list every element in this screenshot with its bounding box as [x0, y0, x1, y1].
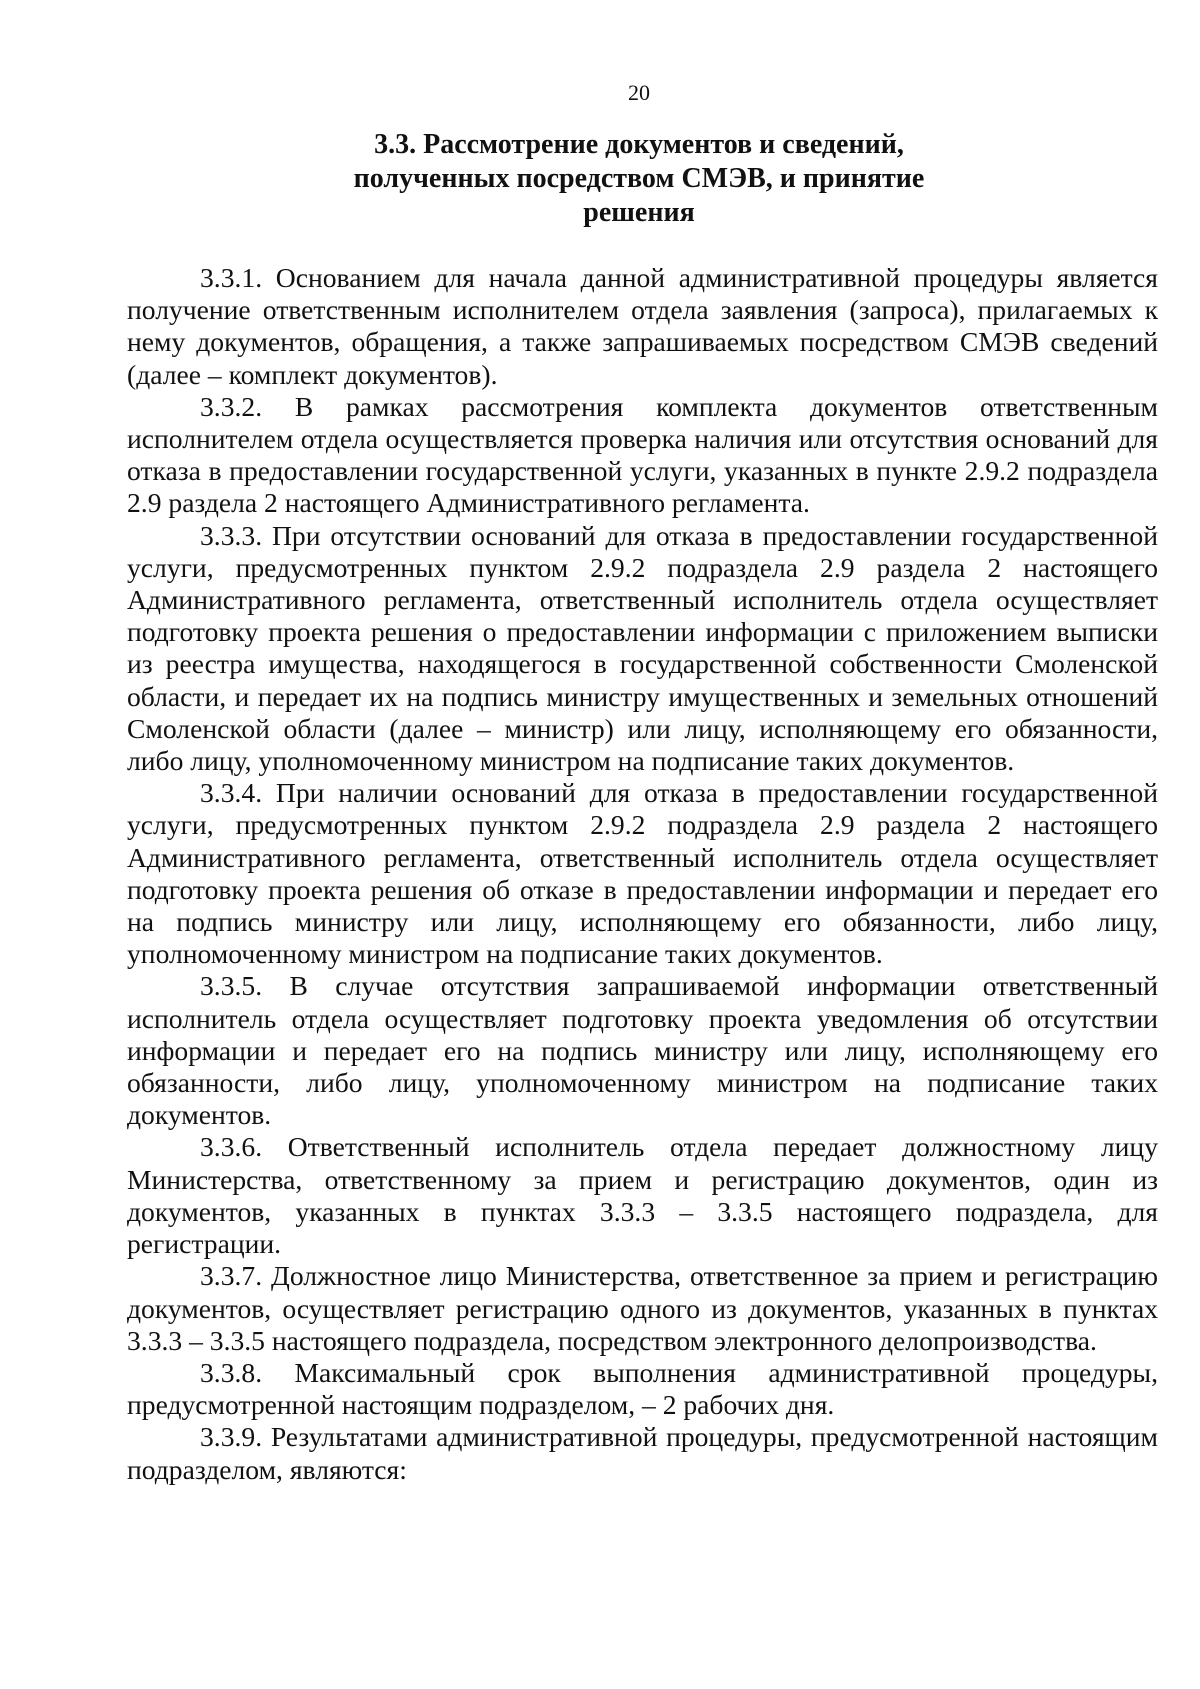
paragraph-3-3-7: 3.3.7. Должностное лицо Министерства, ответственное за прием и регистрацию документов, осуществляет регистрацию одного из документов, указанных в пунктах 3.3.3 – 3.3.5 настоящего подраздела, посредством электронного делопроизводства. [127, 1260, 1158, 1356]
paragraph-3-3-9: 3.3.9. Результатами административной процедуры, предусмотренной настоящим подразделом, являются: [127, 1421, 1158, 1485]
paragraph-3-3-5: 3.3.5. В случае отсутствия запрашиваемой информации ответственный исполнитель отдела осуществляет подготовку проекта уведомления об отсутствии информации и передает его на подпись министру или лицу, исполняющему его обязанности, либо лицу, уполномоченному министром на подписание таких документов. [127, 970, 1158, 1131]
paragraph-3-3-6: 3.3.6. Ответственный исполнитель отдела передает должностному лицу Министерства, ответственному за прием и регистрацию документов, один из документов, указанных в пунктах 3.3.3 – 3.3.5 настоящего подраздела, для регистрации. [127, 1131, 1158, 1260]
paragraph-3-3-8: 3.3.8. Максимальный срок выполнения административной процедуры, предусмотренной настоящим подразделом, – 2 рабочих дня. [127, 1356, 1158, 1421]
section-heading [0, 128, 1200, 230]
paragraph-3-3-3: 3.3.3. При отсутствии оснований для отказа в предоставлении государственной услуги, предусмотренных пунктом 2.9.2 подраздела 2.9 раздела 2 настоящего Административного регламента, ответственный исполнитель отдела осуществляет подготовку проекта решения о предоставлении информации с приложением выписки из реестра имущества, находящегося в государственной собственности Смоленской области, и передает их на подпись министру имущественных и земельных отношений Смоленской области (далее – министр) или лицу, исполняющему его обязанности, либо лицу, уполномоченному министром на подписание таких документов. [127, 519, 1158, 777]
paragraph-3-3-1: 3.3.1. Основанием для начала данной административной процедуры является получение ответственным исполнителем отдела заявления (запроса), прилагаемых к нему документов, обращения, а также запрашиваемых посредством СМЭВ сведений (далее – комплект документов). [127, 262, 1158, 390]
section-heading-line-3: решения [583, 197, 695, 228]
section-heading-line-1: 3.3. Рассмотрение документов и сведений, [374, 129, 904, 160]
page-number: 20 [628, 80, 650, 105]
paragraph-3-3-4: 3.3.4. При наличии оснований для отказа в предоставлении государственной услуги, предусмотренных пунктом 2.9.2 подраздела 2.9 раздела 2 настоящего Административного регламента, ответственный исполнитель отдела осуществляет подготовку проекта решения об отказе в предоставлении информации и передает его на подпись министру или лицу, исполняющему его обязанности, либо лицу, уполномоченному министром на подписание таких документов. [127, 777, 1158, 970]
paragraph-3-3-2: 3.3.2. В рамках рассмотрения комплекта документов ответственным исполнителем отдела осуществляется проверка наличия или отсутствия оснований для отказа в предоставлении государственной услуги, указанных в пункте 2.9.2 подраздела 2.9 раздела 2 настоящего Административного регламента. [127, 390, 1158, 519]
section-heading-line-2: полученных посредством СМЭВ, и принятие [353, 163, 925, 194]
document-body [127, 262, 1158, 1486]
